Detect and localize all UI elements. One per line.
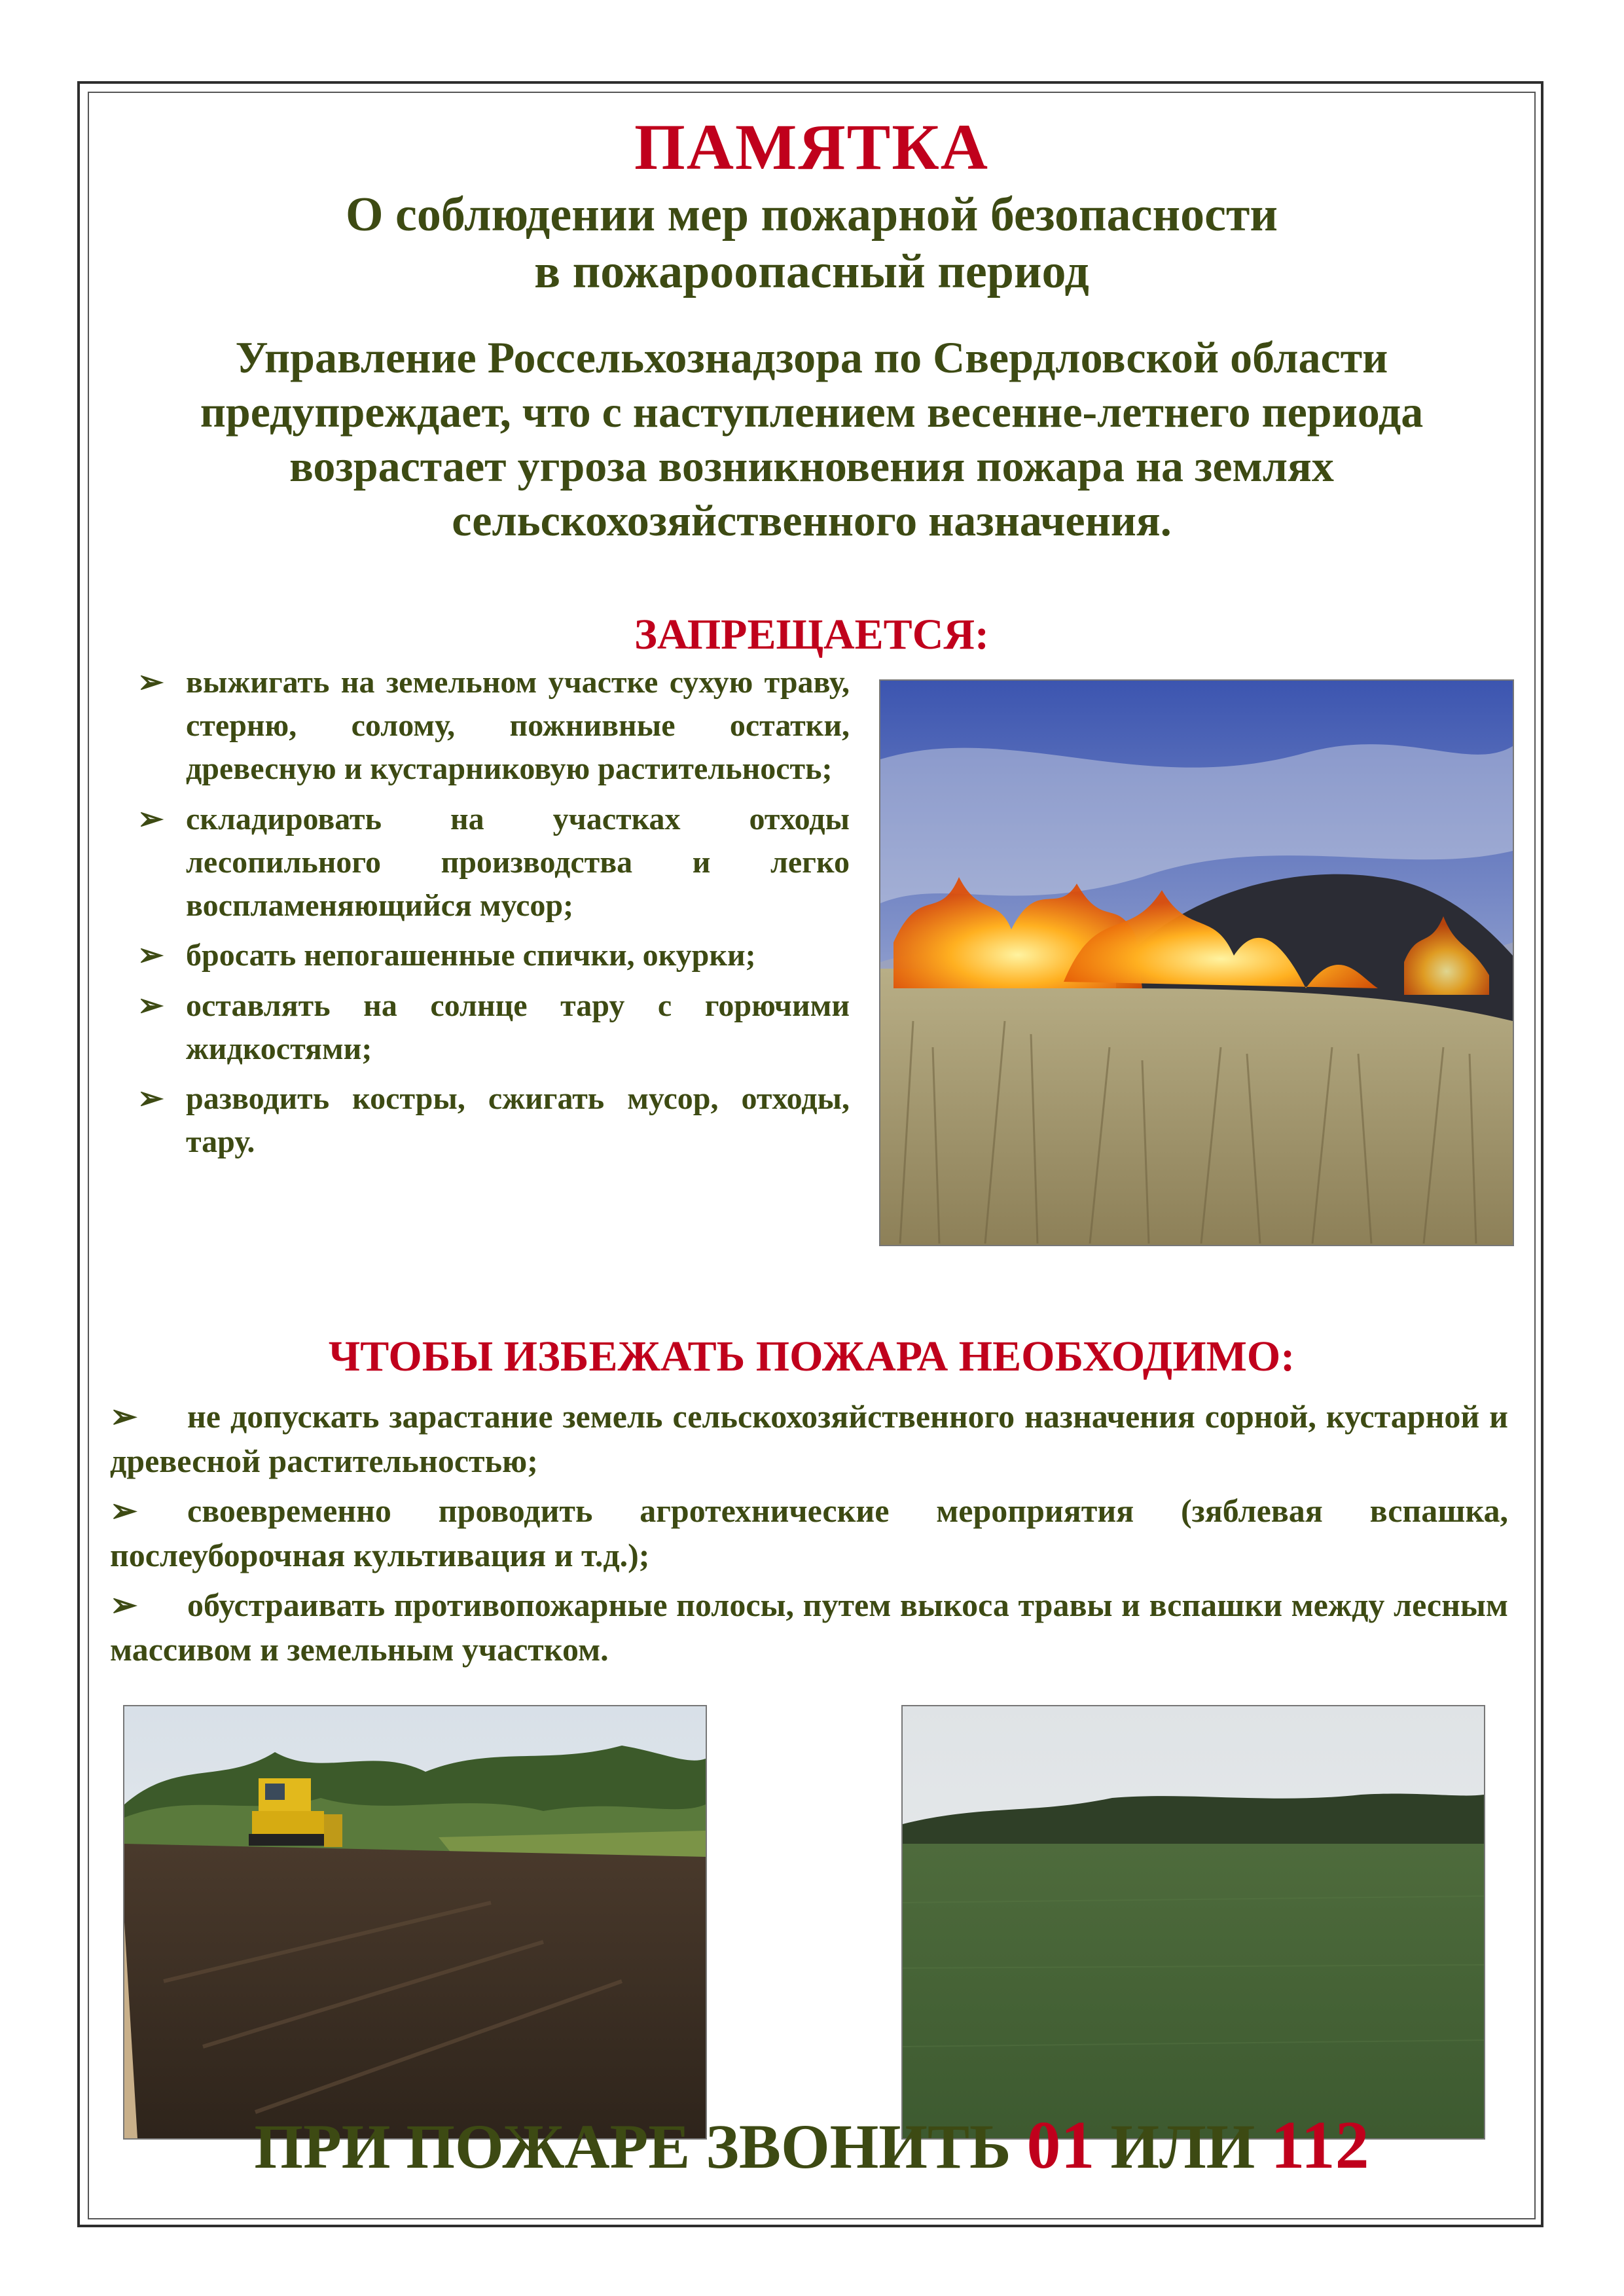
page-subtitle: [105, 187, 1519, 300]
intro-line: Управление Россельхознадзора по Свердловской области: [235, 332, 1388, 382]
green-field-photo: [901, 1705, 1485, 2140]
list-item: [131, 1077, 850, 1164]
list-item-text: разводить костры, сжигать мусор, отходы, тару.: [186, 1081, 850, 1160]
list-item-text: выжигать на земельном участке сухую траву, стерню, солому, пожнивные остатки, древесную и кустарниковую растительность;: [186, 665, 850, 787]
intro-paragraph: [105, 331, 1519, 548]
list-item-text: своевременно проводить агротехнические мероприятия (зяблевая вспашка, послеуборочная культивация и т.д.);: [110, 1492, 1508, 1573]
necessary-list: [110, 1394, 1508, 1677]
arrow-bullet-icon: ➢: [137, 801, 164, 836]
intro-line: предупреждает, что с наступлением весенне-летнего периода: [200, 386, 1424, 437]
subtitle-line: О соблюдении мер пожарной безопасности: [346, 188, 1278, 242]
list-item-text: оставлять на солнце тару с горючими жидкостями;: [186, 988, 850, 1066]
list-item: [131, 798, 850, 928]
list-item-text: не допускать зарастание земель сельскохозяйственного назначения сорной, кустарной и древесной растительностью;: [110, 1398, 1508, 1479]
emergency-number-112: 112: [1271, 2108, 1369, 2183]
list-item-text: обустраивать противопожарные полосы, путем выкоса травы и вспашки между лесным массивом и земельным участком.: [110, 1587, 1508, 1668]
necessary-heading: ЧТОБЫ ИЗБЕЖАТЬ ПОЖАРА НЕОБХОДИМО:: [328, 1333, 1295, 1380]
emergency-number-01: 01: [1026, 2108, 1095, 2183]
emergency-call-footer: [105, 2106, 1519, 2184]
arrow-bullet-icon: ➢: [110, 1398, 137, 1435]
list-item-text: бросать непогашенные спички, окурки;: [186, 938, 756, 973]
footer-text: ПРИ ПОЖАРЕ ЗВОНИТЬ: [254, 2111, 1027, 2181]
arrow-bullet-icon: ➢: [137, 938, 164, 973]
list-item: [131, 984, 850, 1071]
list-item-text: складировать на участках отходы лесопильного производства и легко воспламеняющийся мусор;: [186, 801, 850, 924]
arrow-bullet-icon: ➢: [137, 1081, 164, 1117]
bulldozer-plowing-photo: [123, 1705, 707, 2140]
prohibited-list: [131, 661, 850, 1171]
arrow-bullet-icon: ➢: [137, 988, 164, 1023]
arrow-bullet-icon: ➢: [137, 665, 164, 700]
subtitle-line: в пожароопасный период: [534, 244, 1089, 298]
list-item: [131, 661, 850, 791]
intro-line: возрастает угроза возникновения пожара на землях: [289, 440, 1334, 491]
page-title: ПАМЯТКА: [634, 111, 990, 183]
list-item: [110, 1394, 1508, 1483]
footer-text-middle: ИЛИ: [1094, 2111, 1271, 2181]
list-item: [110, 1583, 1508, 1672]
intro-line: сельскохозяйственного назначения.: [452, 495, 1172, 545]
arrow-bullet-icon: ➢: [110, 1492, 137, 1529]
list-item: [110, 1488, 1508, 1577]
arrow-bullet-icon: ➢: [110, 1587, 137, 1623]
list-item: [131, 934, 850, 977]
prohibited-heading: ЗАПРЕЩАЕТСЯ:: [634, 611, 990, 658]
fire-field-photo: [879, 679, 1514, 1246]
